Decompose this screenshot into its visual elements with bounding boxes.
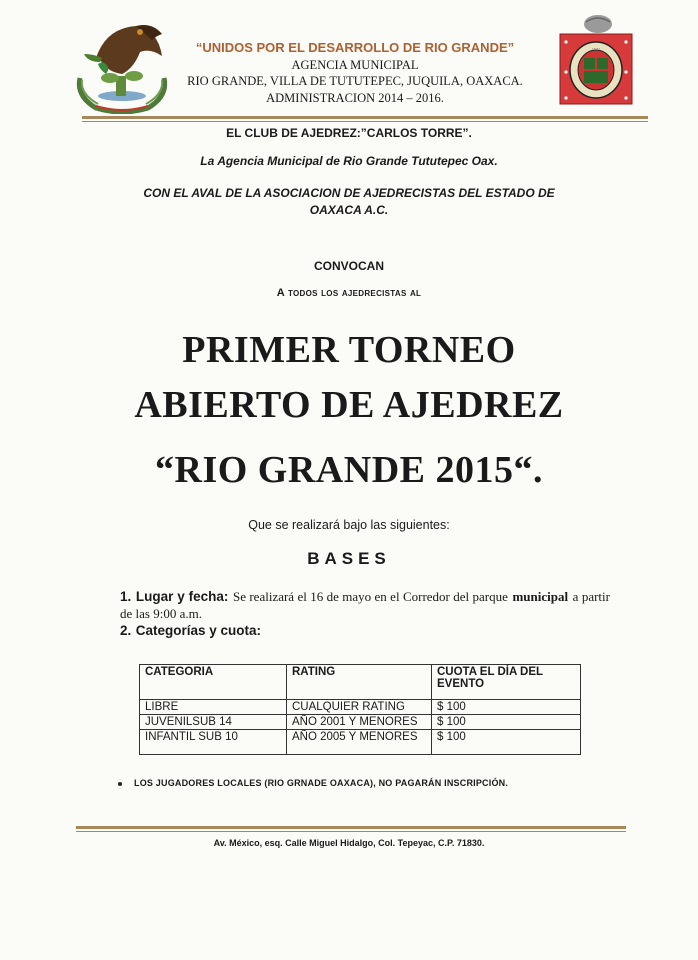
tournament-title-line-2: ABIERTO DE AJEDREZ xyxy=(134,384,564,426)
table-cell: LIBRE xyxy=(140,700,287,715)
header-agency: AGENCIA MUNICIPAL xyxy=(291,58,419,72)
bases-intro: Que se realizará bajo las siguientes: xyxy=(248,518,450,532)
item-number: 2. xyxy=(120,623,132,638)
agency-name: La Agencia Municipal de Rio Grande Tututepec Oax. xyxy=(200,154,498,168)
tournament-title-line-3: “RIO GRANDE 2015“. xyxy=(155,449,543,491)
endorsement-line-2: OAXACA A.C. xyxy=(309,203,389,217)
header-administration: ADMINISTRACION 2014 – 2016. xyxy=(266,91,444,105)
local-players-note xyxy=(118,778,508,788)
item-text: Se realizará el 16 de mayo en el Corredor del parque xyxy=(232,589,508,604)
footer-address: Av. México, esq. Calle Miguel Hidalgo, Col. Tepeyac, C.P. 71830. xyxy=(213,838,485,848)
table-header-cell: CUOTA EL DÍA DEL EVENTO xyxy=(432,665,581,700)
table-cell: CUALQUIER RATING xyxy=(287,700,432,715)
endorsement-line-1: CON EL AVAL DE LA ASOCIACION DE AJEDRECISTAS DEL ESTADO DE xyxy=(143,186,555,200)
bases-heading: BASES xyxy=(307,549,391,568)
svg-text:·····: ····· xyxy=(592,46,600,52)
table-row xyxy=(140,715,581,730)
base-item-place-date xyxy=(120,588,610,622)
table-cell: $ 100 xyxy=(432,700,581,715)
categories-table xyxy=(139,664,581,755)
item-text-bold: municipal xyxy=(512,589,569,604)
oaxaca-coat-of-arms-icon xyxy=(556,12,636,110)
footer-rule xyxy=(76,826,626,829)
base-item-categories xyxy=(120,622,261,640)
club-name: EL CLUB DE AJEDREZ:”CARLOS TORRE”. xyxy=(226,126,472,140)
bullet-icon xyxy=(118,782,122,786)
table-cell: INFANTIL SUB 10 xyxy=(140,730,287,755)
table-row xyxy=(140,700,581,715)
table-cell: AÑO 2001 Y MENORES xyxy=(287,715,432,730)
table-header-row xyxy=(140,665,581,700)
table-header-cell: RATING xyxy=(287,665,432,700)
item-number: 1. xyxy=(120,589,132,604)
table-cell: AÑO 2005 Y MENORES xyxy=(287,730,432,755)
invitation-line: A todos los ajedrecistas al xyxy=(276,287,422,299)
table-cell: $ 100 xyxy=(432,730,581,755)
convocan-heading: CONVOCAN xyxy=(313,259,384,273)
note-text: LOS JUGADORES LOCALES (RIO GRNADE OAXACA), NO PAGARÁN INSCRIPCIÓN. xyxy=(134,778,509,788)
header-rule-thin xyxy=(82,121,648,122)
header-rule xyxy=(82,116,648,119)
table-row xyxy=(140,730,581,755)
table-cell: JUVENILSUB 14 xyxy=(140,715,287,730)
footer-rule-thin xyxy=(76,831,626,832)
item-title: Lugar y fecha: xyxy=(135,589,229,604)
item-title: Categorías y cuota: xyxy=(135,623,262,638)
item-text-end: a partir de las 9:00 a.m. xyxy=(120,589,610,621)
header-location: RIO GRANDE, VILLA DE TUTUTEPEC, JUQUILA, OAXACA. xyxy=(187,74,523,88)
tournament-title-line-1: PRIMER TORNEO xyxy=(182,329,516,371)
table-header-cell: CATEGORIA xyxy=(140,665,287,700)
table-cell: $ 100 xyxy=(432,715,581,730)
header-slogan: “UNIDOS POR EL DESARROLLO DE RIO GRANDE” xyxy=(195,40,515,55)
